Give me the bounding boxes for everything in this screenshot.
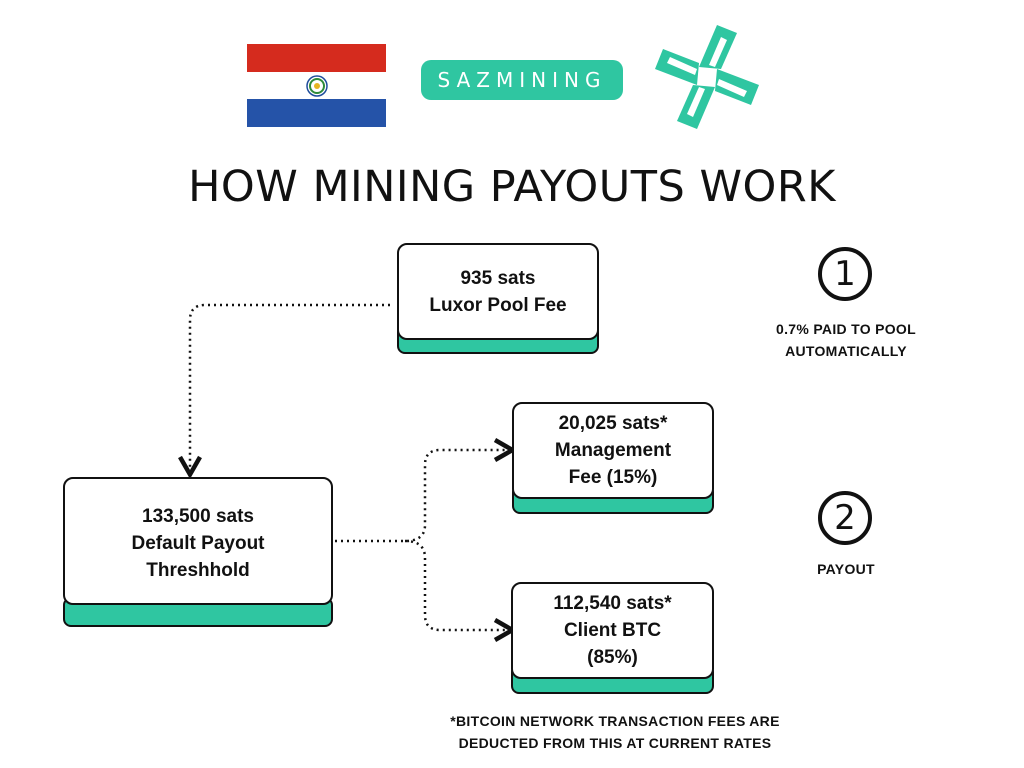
threshold-label-line2: Threshhold xyxy=(146,559,250,581)
step-2-description xyxy=(780,558,912,580)
page-title: HOW MINING PAYOUTS WORK xyxy=(188,162,836,212)
pool-fee-label: Luxor Pool Fee xyxy=(429,294,567,316)
connector-pool-to-threshold xyxy=(190,305,390,472)
step-1-number: 1 xyxy=(834,254,856,294)
threshold-box xyxy=(63,477,333,627)
management-fee-box xyxy=(512,402,714,514)
brand-name: SAZMINING xyxy=(437,68,607,92)
management-fee-label-line1: Management xyxy=(554,440,672,461)
step-2-badge xyxy=(818,491,872,545)
step-2-number: 2 xyxy=(834,498,856,538)
client-btc-amount: 112,540 sats* xyxy=(553,593,672,614)
client-btc-box xyxy=(511,582,714,694)
client-btc-label: Client BTC xyxy=(563,620,662,641)
pool-fee-amount: 935 sats xyxy=(460,267,536,289)
footnote-line2: DEDUCTED FROM THIS AT CURRENT RATES xyxy=(458,735,772,751)
footnote xyxy=(360,710,870,754)
threshold-amount: 133,500 sats xyxy=(142,505,254,527)
management-fee-label-line2: Fee (15%) xyxy=(568,467,658,488)
connector-threshold-to-management xyxy=(335,450,510,541)
threshold-label-line1: Default Payout xyxy=(131,532,265,554)
step-2-text-line1: PAYOUT xyxy=(817,561,875,577)
client-btc-percent: (85%) xyxy=(587,647,638,668)
step-1-text-line2: AUTOMATICALLY xyxy=(785,343,907,359)
step-1-description xyxy=(740,318,952,362)
connector-threshold-to-client xyxy=(405,541,510,630)
step-1-text-line1: 0.7% PAID TO POOL xyxy=(776,321,916,337)
step-1-badge xyxy=(818,247,872,301)
pool-fee-box xyxy=(397,243,599,354)
footnote-line1: *BITCOIN NETWORK TRANSACTION FEES ARE xyxy=(450,713,780,729)
management-fee-amount: 20,025 sats* xyxy=(558,413,668,434)
